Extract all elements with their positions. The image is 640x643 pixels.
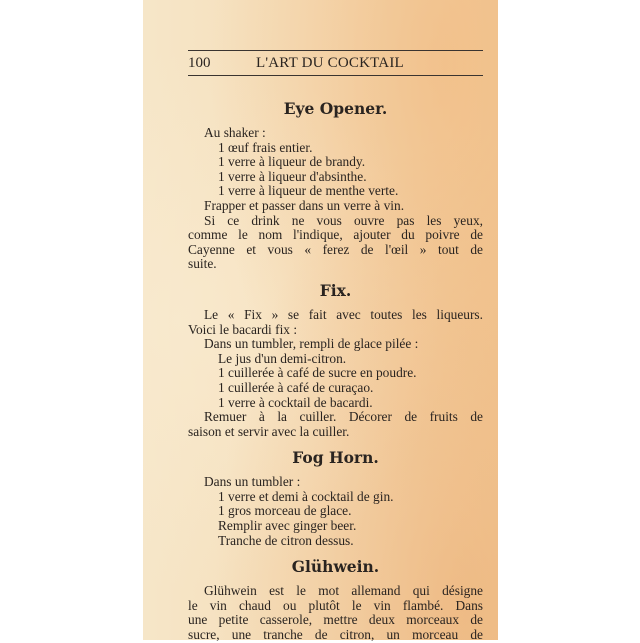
recipe-title: Eye Opener.	[283, 99, 388, 118]
ingredient-line: Remplir avec ginger beer.	[218, 518, 357, 534]
ingredient-line: 1 cuillerée à café de curaçao.	[218, 379, 374, 395]
recipe-gluhwein	[188, 558, 483, 642]
ingredient-line: 1 verre à liqueur d'absinthe.	[218, 168, 367, 184]
recipe-line: une petite casserole, mettre deux morceaux de	[188, 612, 483, 628]
recipe-title: Fog Horn.	[292, 448, 379, 468]
ingredient-line: 1 verre à liqueur de brandy.	[218, 154, 366, 170]
header-row	[188, 53, 483, 73]
recipe-line: Dans un tumbler, rempli de glace pilée :	[204, 336, 419, 352]
recipe-line: Remuer à la cuiller. Décorer de fruits de	[204, 409, 483, 425]
ingredient-line: 1 cuillerée à café de sucre en poudre.	[218, 365, 417, 381]
recipe-line: le vin chaud ou plutôt le vin flambé. Dans	[188, 597, 483, 613]
recipe-line: Frapper et passer dans un verre à vin.	[204, 197, 405, 213]
book-page	[143, 0, 498, 643]
header-rule-top	[188, 50, 483, 51]
recipe-line: Voici le bacardi fix :	[188, 321, 298, 337]
ingredient-line: Tranche de citron dessus.	[218, 532, 354, 548]
recipe-fog-horn	[188, 449, 483, 548]
ingredient-line: 1 verre à liqueur de menthe verte.	[218, 183, 399, 199]
recipe-line: Glühwein est le mot allemand qui désigne	[204, 583, 483, 599]
ingredient-line: 1 gros morceau de glace.	[218, 503, 352, 519]
page-number: 100	[188, 55, 211, 71]
recipe-line: suite.	[188, 256, 217, 272]
running-title: L'ART DU COCKTAIL	[256, 55, 404, 71]
recipe-title: Glühwein.	[291, 557, 380, 577]
page-content	[188, 100, 483, 643]
recipe-line: saison et servir avec la cuiller.	[188, 423, 350, 439]
ingredient-line: 1 œuf frais entier.	[218, 139, 313, 155]
recipe-line: Au shaker :	[204, 125, 266, 140]
recipe-line: comme le nom l'indique, ajouter du poivre de	[188, 227, 483, 243]
recipe-line: Dans un tumbler :	[204, 474, 301, 490]
recipe-line: Si ce drink ne vous ouvre pas les yeux,	[204, 212, 483, 228]
recipe-fix	[188, 282, 483, 439]
header-rule-bottom	[188, 75, 483, 76]
ingredient-line: Le jus d'un demi-citron.	[218, 350, 347, 366]
recipe-line: sucre, une tranche de citron, un morceau de	[188, 627, 483, 643]
recipe-eye-opener	[188, 100, 483, 272]
recipe-title: Fix.	[319, 280, 352, 300]
recipe-line: Cayenne et vous « ferez de l'œil » tout de	[188, 241, 483, 257]
ingredient-line: 1 verre et demi à cocktail de gin.	[218, 488, 394, 504]
ingredient-line: 1 verre à cocktail de bacardi.	[218, 394, 373, 410]
recipe-line: Le « Fix » se fait avec toutes les liqueurs.	[204, 306, 483, 322]
running-head	[188, 50, 483, 76]
